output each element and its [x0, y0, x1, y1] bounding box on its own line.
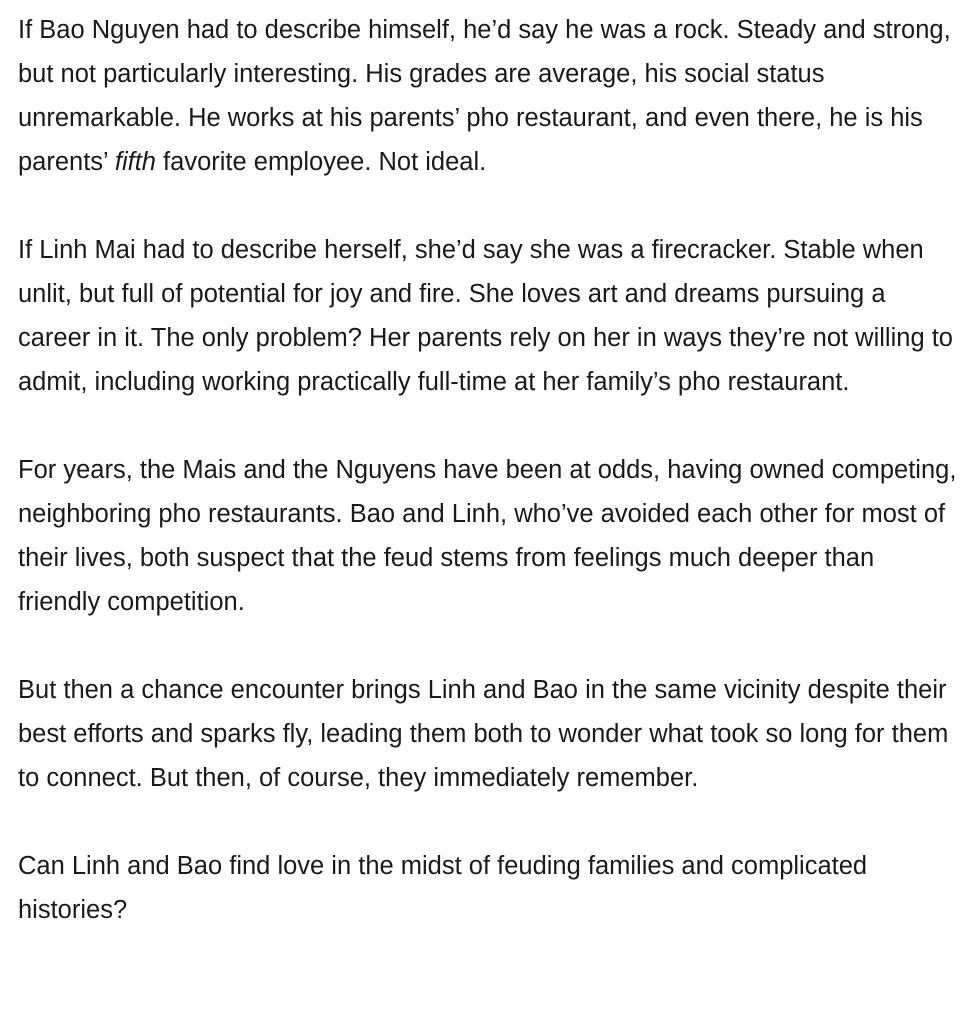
paragraph-encounter: But then a chance encounter brings Linh and Bao in the same vicinity despite their best efforts and sparks fly, leading them both to wonder what took so long for them to connect. But then, of course, they immediately remember.	[18, 676, 949, 792]
paragraph-text: If Bao Nguyen had to describe himself, he’d say he was a rock. Steady and strong, but not particularly interesting. His grades are average, his social status unremarkable. He works at his parents’ pho restaurant, and even there, he is his parents’	[18, 16, 951, 176]
book-description	[18, 8, 958, 932]
paragraph-feud: For years, the Mais and the Nguyens have been at odds, having owned competing, neighboring pho restaurants. Bao and Linh, who’ve avoided each other for most of their lives, both suspect that the feud stems from feelings much deeper than friendly competition.	[18, 456, 957, 616]
paragraph-linh-intro: If Linh Mai had to describe herself, she’d say she was a firecracker. Stable when unlit, but full of potential for joy and fire. She loves art and dreams pursuing a career in it. The only problem? Her parents rely on her in ways they’re not willing to admit, including working practically full-time at her family’s pho restaurant.	[18, 236, 953, 396]
paragraph-text: favorite employee. Not ideal.	[155, 148, 487, 176]
paragraph-question: Can Linh and Bao find love in the midst of feuding families and complicated histories?	[18, 852, 868, 924]
emphasis-text: fifth	[114, 148, 156, 176]
paragraph-bao-intro	[18, 8, 958, 184]
